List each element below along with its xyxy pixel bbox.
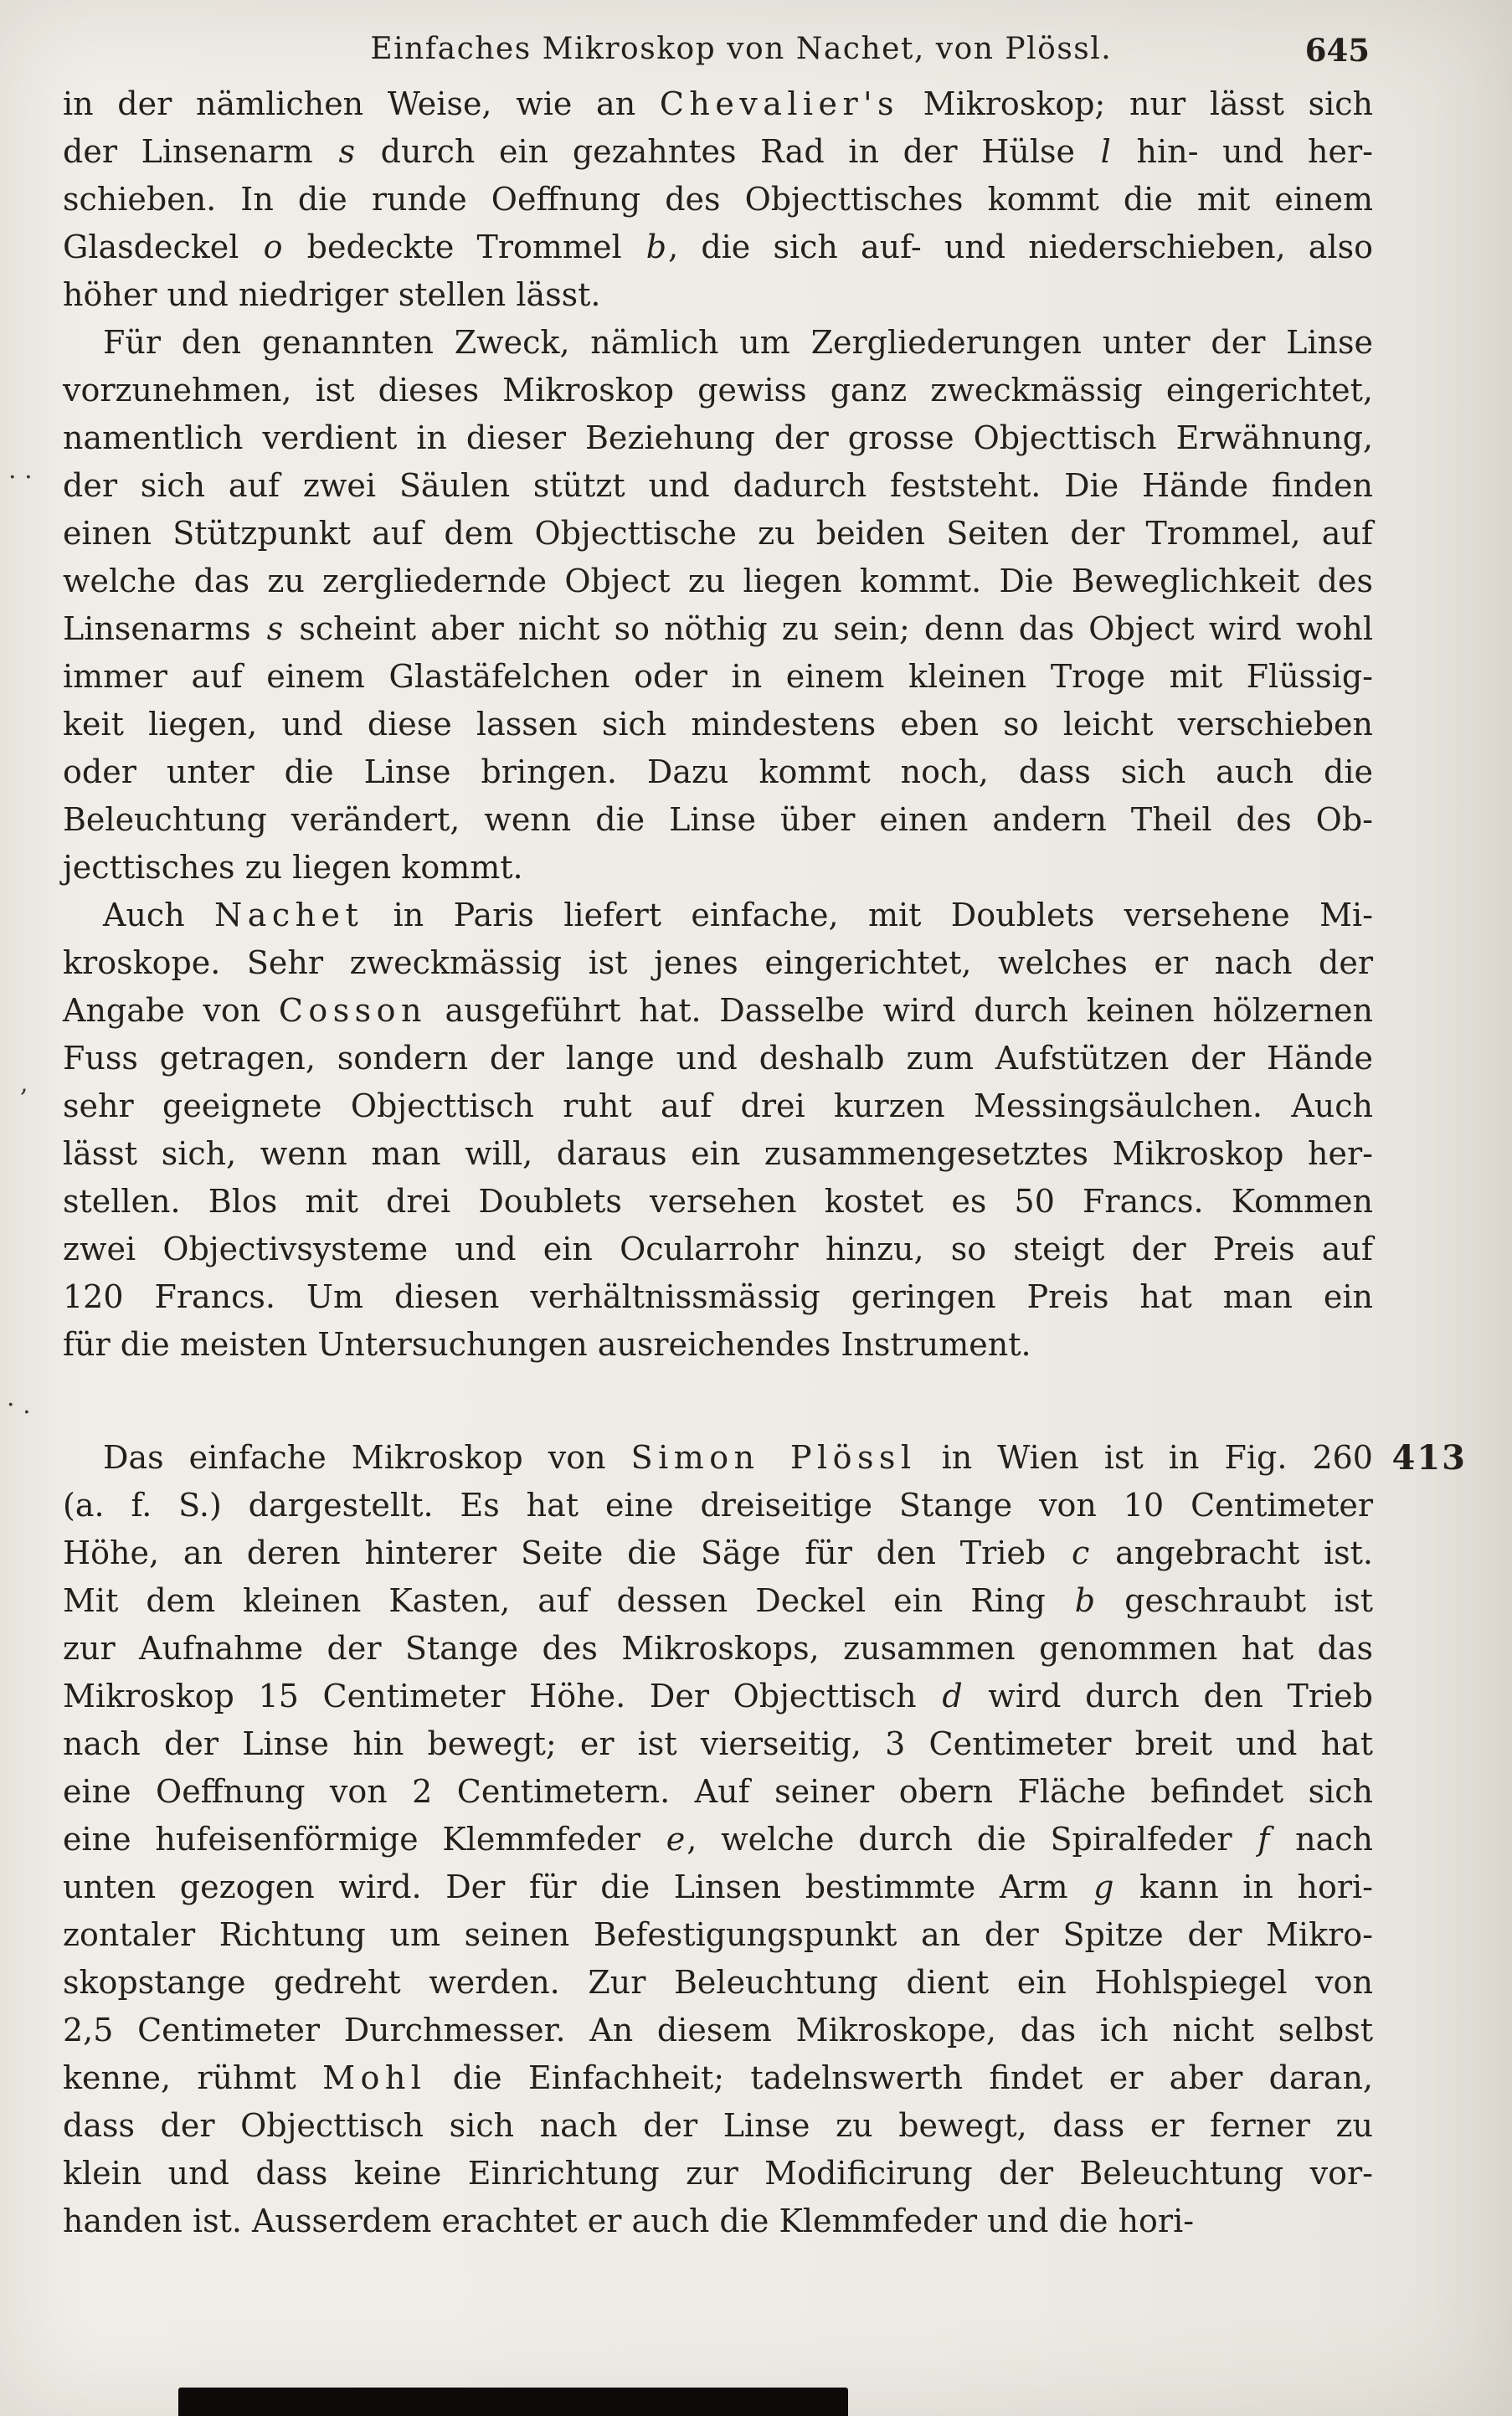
text-line: stellen. Blos mit drei Doublets versehen kostet es 50 Francs. Kommen xyxy=(63,1183,1373,1220)
running-title: Einfaches Mikroskop von Nachet, von Plössl. xyxy=(370,32,1113,66)
person-name: Chevalier's xyxy=(659,85,899,122)
figure-letter: g xyxy=(1093,1869,1114,1905)
text-line: skopstange gedreht werden. Zur Beleuchtung dient ein Hohlspiegel von xyxy=(63,1964,1373,2001)
text-line: der sich auf zwei Säulen stützt und dadurch feststeht. Die Hände finden xyxy=(63,467,1373,504)
person-name: Nachet xyxy=(214,897,364,933)
text-line: Linsenarms s scheint aber nicht so nöthig zu sein; denn das Object wird wohl xyxy=(63,610,1373,647)
text-line: Höhe, an deren hinterer Seite die Säge für den Trieb c angebracht ist. xyxy=(63,1534,1373,1571)
figure-letter: e xyxy=(666,1821,686,1858)
text-line: höher und niedriger stellen lässt. xyxy=(63,276,601,313)
paragraph xyxy=(63,892,1373,1369)
text-line: Mit dem kleinen Kasten, auf dessen Deckel ein Ring b geschraubt ist xyxy=(63,1582,1373,1619)
text-line: Beleuchtung verändert, wenn die Linse über einen andern Theil des Ob- xyxy=(63,801,1373,838)
text-line: lässt sich, wenn man will, daraus ein zusammengesetztes Mikroskop her- xyxy=(63,1135,1373,1172)
text-line: jecttisches zu liegen kommt. xyxy=(63,849,523,886)
paragraph xyxy=(63,1434,1467,2245)
text-line: klein und dass keine Einrichtung zur Modificirung der Beleuchtung vor- xyxy=(63,2155,1373,2192)
text-line: Fuss getragen, sondern der lange und deshalb zum Aufstützen der Hände xyxy=(63,1040,1373,1077)
ink-speck: , xyxy=(20,1069,28,1098)
text-line: Für den genannten Zweck, nämlich um Zergliederungen unter der Linse xyxy=(103,324,1373,361)
text-line: Angabe von Cosson ausgeführt hat. Dasselbe wird durch keinen hölzernen xyxy=(63,992,1374,1029)
figure-letter: b xyxy=(1074,1582,1096,1619)
text-line: handen ist. Ausserdem erachtet er auch die Klemmfeder und die hori- xyxy=(63,2203,1195,2239)
text-line: eine Oeffnung von 2 Centimetern. Auf seiner obern Fläche befindet sich xyxy=(63,1773,1373,1810)
page-header xyxy=(0,32,1512,74)
text-line: in der nämlichen Weise, wie an Chevalier's Mikroskop; nur lässt sich xyxy=(63,85,1373,122)
text-line: oder unter die Linse bringen. Dazu kommt noch, dass sich auch die xyxy=(63,753,1373,790)
figure-letter: s xyxy=(338,133,355,170)
text-line: kenne, rühmt Mohl die Einfachheit; tadelnswerth findet er aber daran, xyxy=(63,2059,1373,2096)
paragraph xyxy=(63,80,1373,319)
text-line: welche das zu zergliedernde Object zu liegen kommt. Die Beweglichkeit des xyxy=(63,563,1373,599)
ink-speck: · · xyxy=(8,463,33,492)
text-line: eine hufeisenförmige Klemmfeder e, welche durch die Spiralfeder f nach xyxy=(63,1821,1373,1858)
figure-letter: b xyxy=(645,229,667,265)
text-line: immer auf einem Glastäfelchen oder in einem kleinen Troge mit Flüssig- xyxy=(63,658,1373,695)
text-line: 120 Francs. Um diesen verhältnissmässig geringen Preis hat man ein xyxy=(63,1278,1373,1315)
person-name: Mohl xyxy=(322,2059,427,2096)
text-line: sehr geeignete Objecttisch ruht auf drei kurzen Messingsäulchen. Auch xyxy=(63,1087,1373,1124)
figure-letter: d xyxy=(942,1678,963,1714)
text-line: 2,5 Centimeter Durchmesser. An diesem Mikroskope, das ich nicht selbst xyxy=(63,2012,1373,2048)
text-line: nach der Linse hin bewegt; er ist vierseitig, 3 Centimeter breit und hat xyxy=(63,1725,1373,1762)
person-name: Simon Plössl xyxy=(630,1439,917,1476)
text-line: einen Stützpunkt auf dem Objecttische zu beiden Seiten der Trommel, auf xyxy=(63,515,1373,552)
text-line: keit liegen, und diese lassen sich mindestens eben so leicht verschieben xyxy=(63,706,1373,743)
text-line: der Linsenarm s durch ein gezahntes Rad in der Hülse l hin- und her- xyxy=(63,133,1373,170)
text-line: Auch Nachet in Paris liefert einfache, mit Doublets versehene Mi- xyxy=(103,897,1373,933)
margin-figure-number: 413 xyxy=(1391,1438,1467,1478)
figure-letter: f xyxy=(1257,1821,1270,1858)
text-line: vorzunehmen, ist dieses Mikroskop gewiss ganz zweckmässig eingerichtet, xyxy=(63,372,1373,409)
text-line: Glasdeckel o bedeckte Trommel b, die sich auf- und niederschieben, also xyxy=(63,229,1373,265)
ink-speck: · . xyxy=(7,1390,31,1420)
text-line: Das einfache Mikroskop von Simon Plössl in Wien ist in Fig. 260 413 xyxy=(63,1434,1373,1482)
text-line: für die meisten Untersuchungen ausreichendes Instrument. xyxy=(63,1326,1031,1363)
page-number: 645 xyxy=(1304,32,1370,69)
figure-letter: l xyxy=(1100,133,1111,170)
text-line: schieben. In die runde Oeffnung des Objecttisches kommt die mit einem xyxy=(63,181,1373,218)
text-line: unten gezogen wird. Der für die Linsen bestimmte Arm g kann in hori- xyxy=(63,1869,1373,1905)
figure-letter: c xyxy=(1072,1534,1090,1571)
figure-letter: s xyxy=(266,610,284,647)
text-line: Mikroskop 15 Centimeter Höhe. Der Objecttisch d wird durch den Trieb xyxy=(63,1678,1373,1714)
person-name: Cosson xyxy=(278,992,427,1029)
figure-letter: o xyxy=(263,229,283,265)
text-line: zwei Objectivsysteme und ein Ocularrohr hinzu, so steigt der Preis auf xyxy=(63,1231,1373,1267)
text-line: dass der Objecttisch sich nach der Linse zu bewegt, dass er ferner zu xyxy=(63,2107,1373,2144)
text-line: (a. f. S.) dargestellt. Es hat eine dreiseitige Stange von 10 Centimeter xyxy=(63,1487,1373,1524)
scan-artifact-bar xyxy=(178,2388,848,2416)
text-line: kroskope. Sehr zweckmässig ist jenes eingerichtet, welches er nach der xyxy=(63,944,1373,981)
text-block xyxy=(63,80,1467,2245)
text-line: namentlich verdient in dieser Beziehung der grosse Objecttisch Erwähnung, xyxy=(63,419,1373,456)
paragraph xyxy=(63,319,1373,892)
text-line: zontaler Richtung um seinen Befestigungspunkt an der Spitze der Mikro- xyxy=(63,1916,1373,1953)
text-line: zur Aufnahme der Stange des Mikroskops, zusammen genommen hat das xyxy=(63,1630,1373,1667)
